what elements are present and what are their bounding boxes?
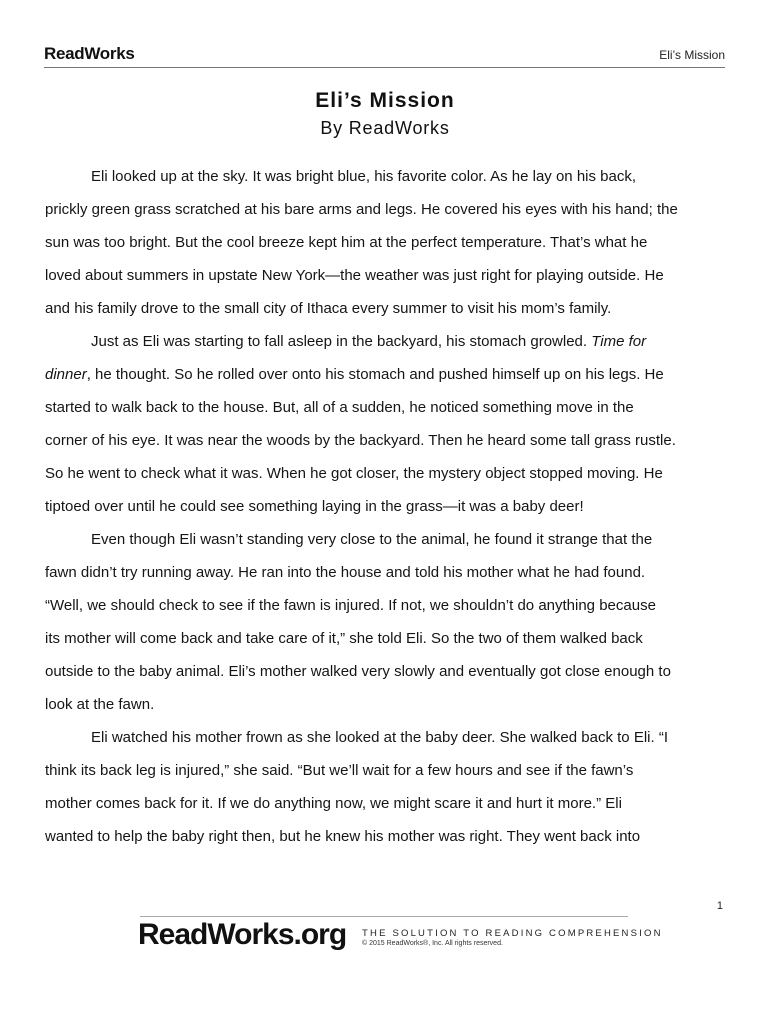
text-line xyxy=(45,655,727,688)
text-segment: Even though Eli wasn’t standing very close to the animal, he found it strange that the xyxy=(91,531,653,548)
text-segment: outside to the baby animal. Eli’s mother walked very slowly and eventually got close enough to xyxy=(45,663,671,680)
footer-tagline: THE SOLUTION TO READING COMPREHENSION xyxy=(362,928,663,939)
text-segment: think its back leg is injured,” she said. “But we’ll wait for a few hours and see if the fawn’s xyxy=(45,762,634,779)
text-line xyxy=(45,589,727,622)
text-segment: wanted to help the baby right then, but he knew his mother was right. They went back into xyxy=(45,828,641,845)
footer-logo: ReadWorks.org xyxy=(138,918,347,951)
text-line xyxy=(45,787,727,820)
text-segment: Eli watched his mother frown as she looked at the baby deer. She walked back to Eli. “I xyxy=(91,729,668,746)
text-segment: tiptoed over until he could see something laying in the grass—it was a baby deer! xyxy=(45,498,584,515)
text-line xyxy=(45,325,727,358)
italic-text: Time for xyxy=(591,333,647,350)
text-line xyxy=(45,622,727,655)
text-line xyxy=(45,523,727,556)
header-logo: ReadWorks xyxy=(44,44,135,63)
article-title: Eli’s Mission xyxy=(315,89,455,112)
text-line xyxy=(45,193,727,226)
text-line xyxy=(45,391,727,424)
text-line xyxy=(45,457,727,490)
footer-copyright: © 2015 ReadWorks®, Inc. All rights reserved. xyxy=(362,940,503,947)
text-segment: Eli looked up at the sky. It was bright blue, his favorite color. As he lay on his back, xyxy=(91,168,637,185)
article-body xyxy=(45,160,727,853)
text-segment: loved about summers in upstate New York—the weather was just right for playing outside. He xyxy=(45,267,664,284)
text-segment: mother comes back for it. If we do anything now, we might scare it and hurt it more.” Eli xyxy=(45,795,622,812)
text-line xyxy=(45,556,727,589)
article-byline: By ReadWorks xyxy=(320,118,450,138)
text-segment: its mother will come back and take care of it,” she told Eli. So the two of them walked back xyxy=(45,630,643,647)
text-line xyxy=(45,259,727,292)
text-segment: prickly green grass scratched at his bare arms and legs. He covered his eyes with his hand; the xyxy=(45,201,678,218)
text-line xyxy=(45,160,727,193)
text-line xyxy=(45,358,727,391)
text-segment: “Well, we should check to see if the fawn is injured. If not, we shouldn’t do anything because xyxy=(45,597,656,614)
text-line xyxy=(45,721,727,754)
text-segment: Just as Eli was starting to fall asleep in the backyard, his stomach growled. xyxy=(91,333,592,350)
text-segment: started to walk back to the house. But, all of a sudden, he noticed something move in the xyxy=(45,399,634,416)
text-line xyxy=(45,226,727,259)
text-segment: corner of his eye. It was near the woods by the backyard. Then he heard some tall grass rustle. xyxy=(45,432,676,449)
header-divider xyxy=(44,67,725,68)
text-segment: sun was too bright. But the cool breeze kept him at the perfect temperature. That’s what he xyxy=(45,234,648,251)
footer-divider xyxy=(140,916,628,917)
text-line xyxy=(45,424,727,457)
text-line xyxy=(45,820,727,853)
text-line xyxy=(45,490,727,523)
page-number: 1 xyxy=(716,900,723,912)
text-line xyxy=(45,292,727,325)
running-title: Eli’s Mission xyxy=(659,48,725,62)
text-segment: So he went to check what it was. When he got closer, the mystery object stopped moving. He xyxy=(45,465,663,482)
text-segment: fawn didn’t try running away. He ran into the house and told his mother what he had found. xyxy=(45,564,646,581)
text-segment: and his family drove to the small city of Ithaca every summer to visit his mom’s family. xyxy=(45,300,612,317)
text-segment: , he thought. So he rolled over onto his stomach and pushed himself up on his legs. He xyxy=(86,366,664,383)
italic-text: dinner xyxy=(45,366,87,383)
text-line xyxy=(45,688,727,721)
text-segment: look at the fawn. xyxy=(45,696,155,713)
text-line xyxy=(45,754,727,787)
